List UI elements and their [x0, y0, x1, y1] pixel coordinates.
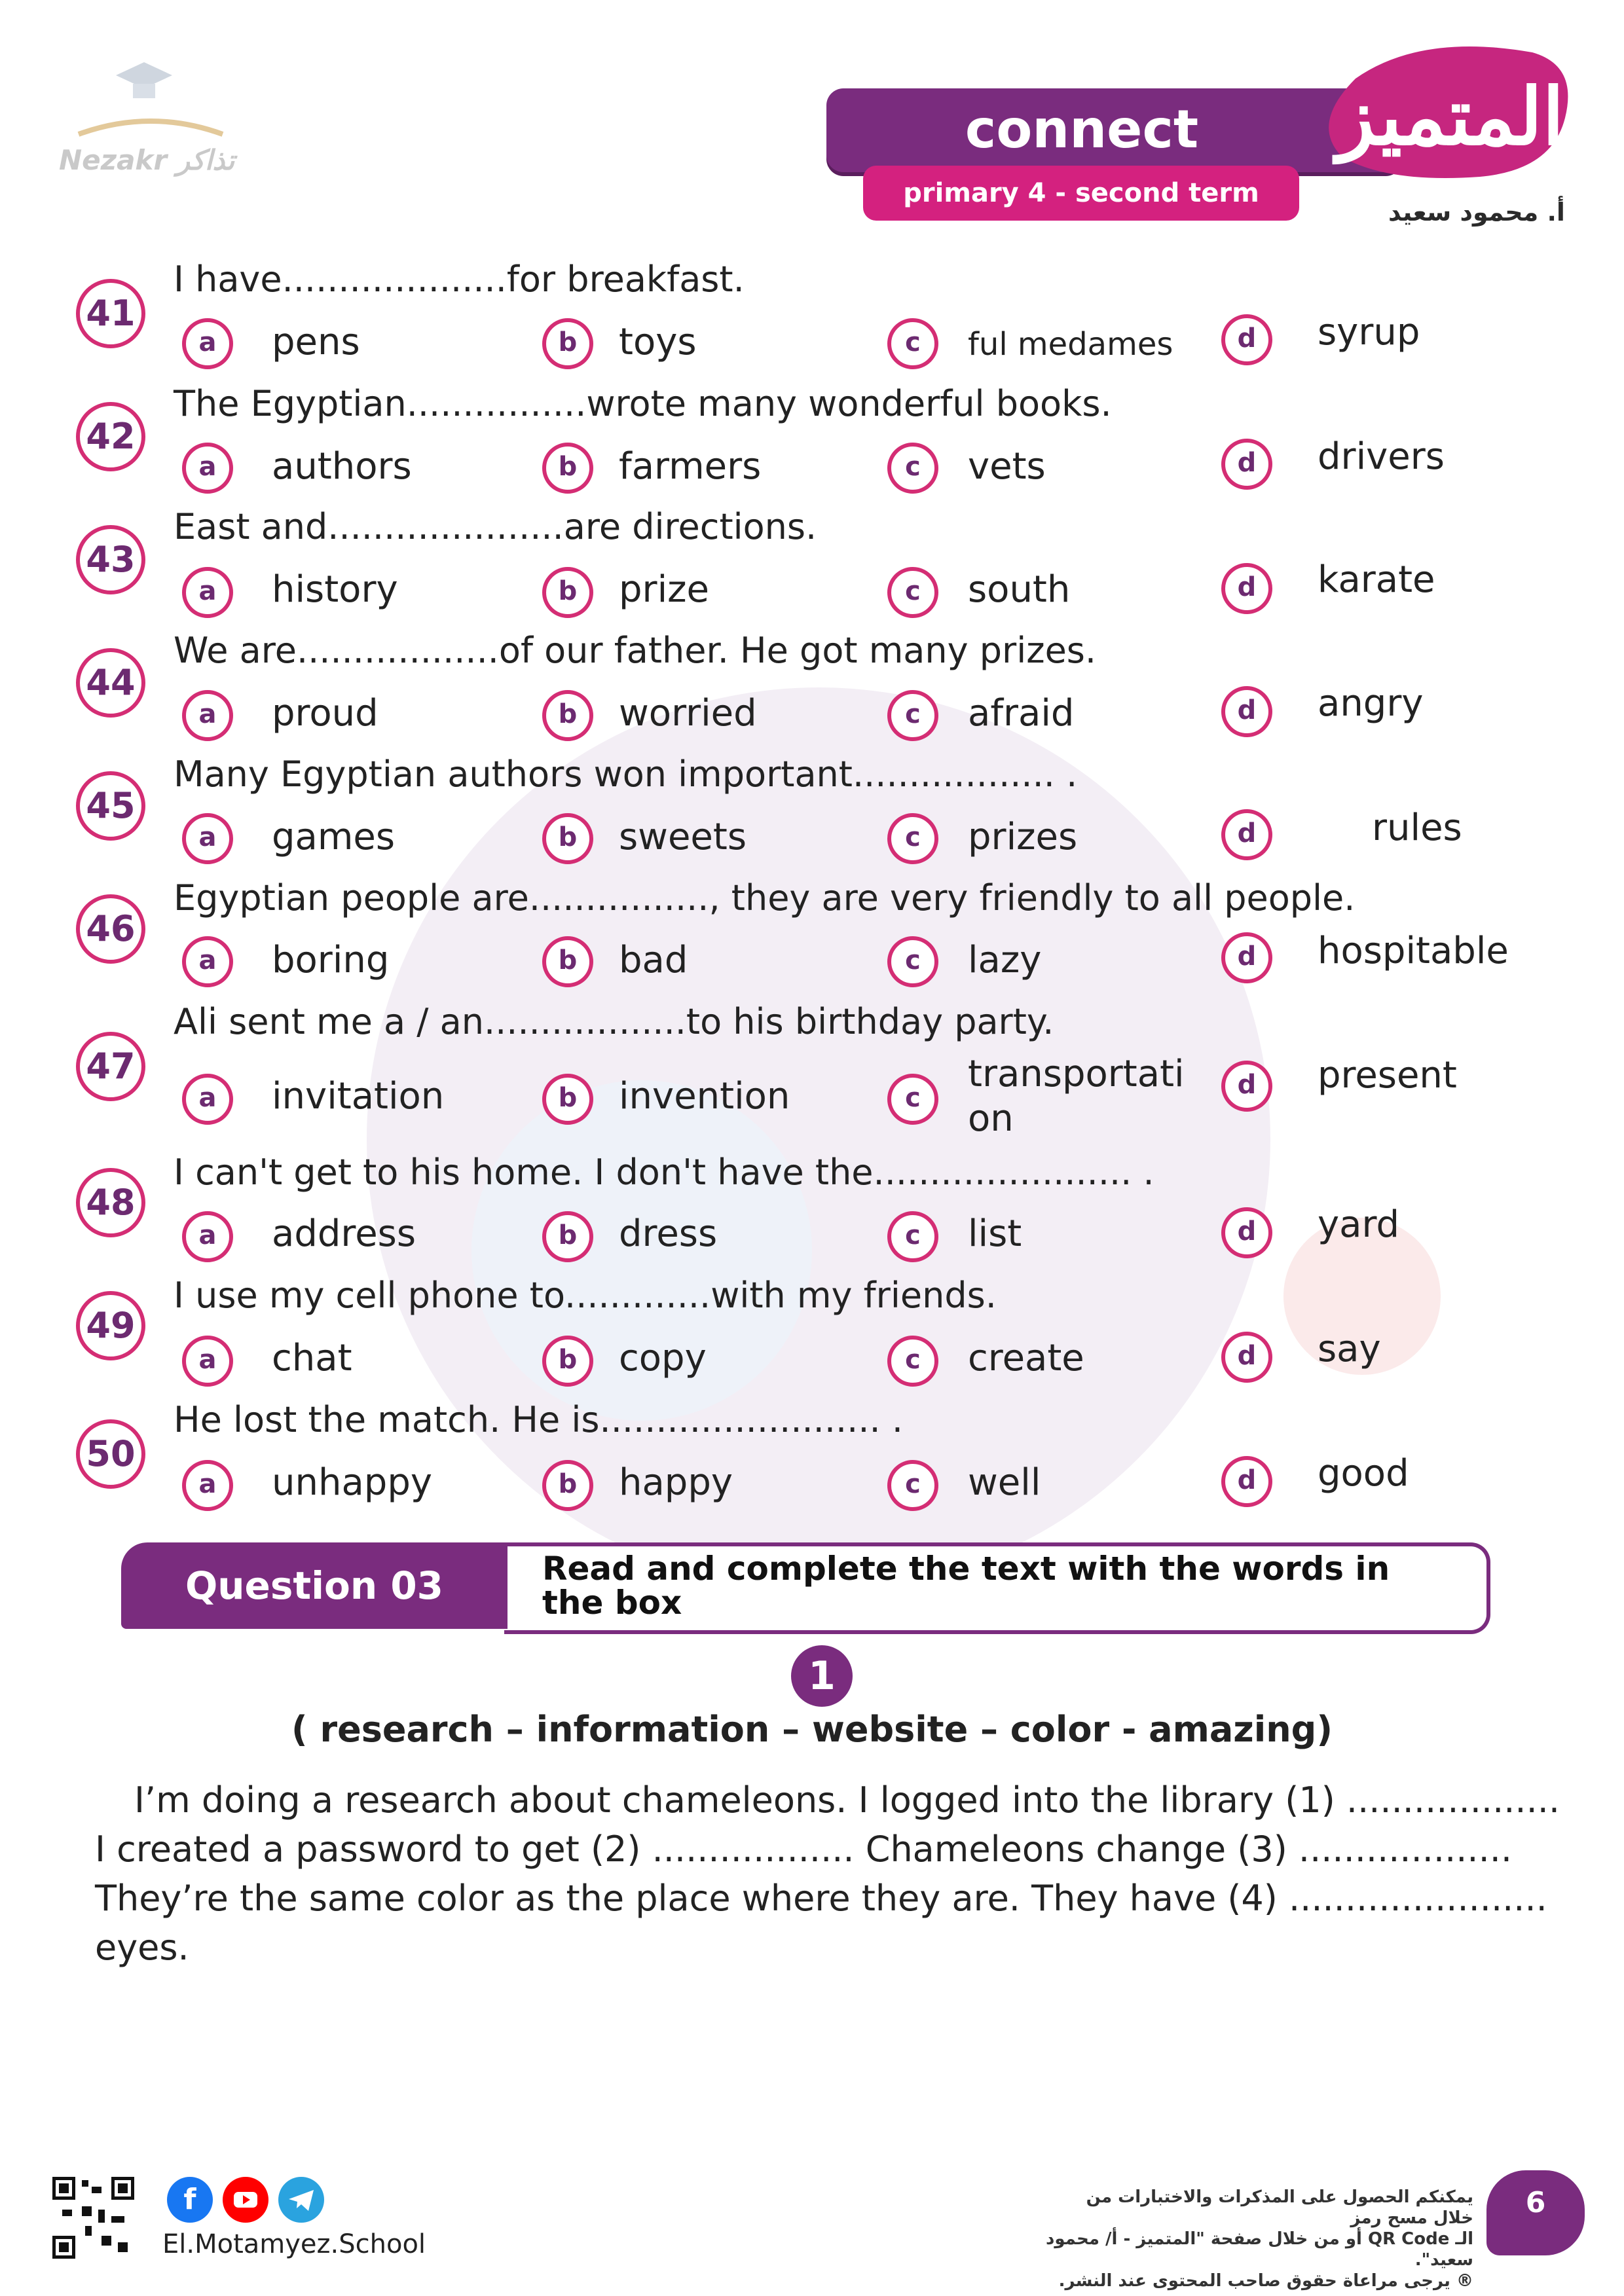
- option-c[interactable]: afraid: [968, 692, 1075, 735]
- question-text: I can't get to his home. I don't have the....................... .: [174, 1152, 1154, 1193]
- option-a-badge: a: [182, 443, 233, 494]
- option-c[interactable]: vets: [968, 445, 1046, 488]
- option-c-badge: c: [887, 1211, 938, 1262]
- option-a-badge: a: [182, 1460, 233, 1511]
- option-c-badge: c: [887, 1074, 938, 1125]
- option-d-badge: d: [1221, 1061, 1272, 1112]
- option-c[interactable]: prizes: [968, 816, 1078, 858]
- option-d-badge: d: [1221, 686, 1272, 737]
- option-b[interactable]: invention: [619, 1075, 790, 1118]
- option-a[interactable]: pens: [272, 321, 360, 363]
- option-d[interactable]: rules: [1372, 807, 1462, 849]
- option-d-badge: d: [1221, 809, 1272, 860]
- question-text: He lost the match. He is......................... .: [174, 1399, 903, 1440]
- option-a[interactable]: proud: [272, 692, 378, 735]
- option-c-badge: c: [887, 936, 938, 987]
- option-b[interactable]: dress: [619, 1212, 718, 1255]
- question-text: Egyptian people are................, they are very friendly to all people.: [174, 877, 1356, 919]
- qr-code-icon[interactable]: [52, 2177, 134, 2259]
- option-c-badge: c: [887, 1336, 938, 1387]
- brand-logo: [52, 52, 242, 183]
- option-a-badge: a: [182, 1211, 233, 1262]
- graduation-cap-icon: [115, 59, 174, 105]
- option-d[interactable]: present: [1318, 1054, 1457, 1097]
- option-c-badge: c: [887, 443, 938, 494]
- option-b-badge: b: [542, 1211, 593, 1262]
- option-a[interactable]: invitation: [272, 1075, 445, 1118]
- option-b[interactable]: happy: [619, 1461, 733, 1504]
- youtube-icon[interactable]: [223, 2177, 268, 2223]
- header-title: connect: [965, 99, 1199, 160]
- question-number: 49: [76, 1291, 145, 1360]
- option-b-badge: b: [542, 567, 593, 618]
- question-number: 50: [76, 1419, 145, 1489]
- option-b[interactable]: copy: [619, 1337, 707, 1379]
- footer-note-line-3: ® يرجى مراعاة حقوق صاحب المحتوى عند النشر.: [1058, 2271, 1473, 2291]
- option-b[interactable]: worried: [619, 692, 757, 735]
- paragraph-line-4: eyes.: [95, 1927, 189, 1968]
- option-b[interactable]: bad: [619, 939, 688, 981]
- option-d-badge: d: [1221, 439, 1272, 490]
- question-text: We are..................of our father. He got many prizes.: [174, 630, 1097, 671]
- author-name: أ. محمود سعيد: [1388, 198, 1565, 227]
- option-c[interactable]: create: [968, 1337, 1084, 1379]
- question-number: 45: [76, 771, 145, 841]
- option-c[interactable]: list: [968, 1212, 1022, 1255]
- option-c-badge: c: [887, 1460, 938, 1511]
- option-c[interactable]: well: [968, 1461, 1041, 1504]
- option-c-line2[interactable]: on: [968, 1097, 1014, 1140]
- telegram-icon[interactable]: [278, 2177, 324, 2223]
- option-a-badge: a: [182, 1336, 233, 1387]
- paragraph-line-2: I created a password to get (2) .................. Chameleons change (3) ...................: [95, 1829, 1513, 1870]
- footer-note-line-1: يمكنكم الحصول على المذكرات والاختبارات من خلال مسح رمز: [1086, 2187, 1473, 2228]
- question03-instruction: Read and complete the text with the words in the box: [542, 1550, 1390, 1622]
- option-b-badge: b: [542, 1074, 593, 1125]
- option-b-badge: b: [542, 318, 593, 369]
- paragraph-line-3: They’re the same color as the place where they are. They have (4) .......................: [95, 1878, 1547, 1919]
- question03-label: Question 03: [121, 1542, 507, 1629]
- open-book-icon: [72, 108, 229, 141]
- option-c-badge: c: [887, 318, 938, 369]
- option-c-badge: c: [887, 690, 938, 741]
- option-d-badge: d: [1221, 1456, 1272, 1507]
- option-d[interactable]: say: [1318, 1328, 1381, 1370]
- svg-text:المتميز: المتميز: [1337, 71, 1564, 163]
- facebook-icon[interactable]: f: [167, 2177, 213, 2223]
- question-text: I have....................for breakfast.: [174, 259, 745, 300]
- arabic-logo: [1316, 39, 1572, 203]
- option-d[interactable]: syrup: [1318, 311, 1420, 354]
- option-b[interactable]: farmers: [619, 445, 762, 488]
- option-d-badge: d: [1221, 563, 1272, 614]
- option-b-badge: b: [542, 813, 593, 864]
- option-a[interactable]: authors: [272, 445, 412, 488]
- option-d-badge: d: [1221, 932, 1272, 983]
- option-a[interactable]: unhappy: [272, 1461, 433, 1504]
- question-text: Many Egyptian authors won important.................. .: [174, 754, 1078, 795]
- question-number: 47: [76, 1032, 145, 1101]
- option-c[interactable]: south: [968, 568, 1071, 611]
- option-a-badge: a: [182, 690, 233, 741]
- option-b-badge: b: [542, 443, 593, 494]
- page-number: 6: [1486, 2170, 1585, 2255]
- question-number: 44: [76, 648, 145, 718]
- option-b[interactable]: prize: [619, 568, 709, 611]
- option-a-badge: a: [182, 936, 233, 987]
- watermark-circle: [367, 687, 1270, 1591]
- option-b-badge: b: [542, 936, 593, 987]
- option-b-badge: b: [542, 690, 593, 741]
- header-subtitle: primary 4 - second term: [863, 166, 1299, 221]
- question-number: 43: [76, 525, 145, 594]
- question-number: 46: [76, 894, 145, 964]
- option-d[interactable]: karate: [1318, 558, 1435, 601]
- option-a[interactable]: chat: [272, 1337, 352, 1379]
- option-d-badge: d: [1221, 314, 1272, 365]
- option-b-badge: b: [542, 1460, 593, 1511]
- paragraph-line-1: I’m doing a research about chameleons. I logged into the library (1) ...................: [134, 1779, 1560, 1821]
- footer-note-line-2: الـ QR Code أو من خلال صفحة "المتميز - أ/ محمود سعيد".: [1046, 2229, 1473, 2270]
- option-d-badge: d: [1221, 1332, 1272, 1383]
- question-number: 48: [76, 1168, 145, 1237]
- question-text: Ali sent me a / an..................to his birthday party.: [174, 1001, 1054, 1042]
- website-link[interactable]: El.Motamyez.School: [162, 2229, 426, 2259]
- option-a[interactable]: boring: [272, 939, 390, 981]
- question-number: 42: [76, 402, 145, 471]
- option-a-badge: a: [182, 1074, 233, 1125]
- word-box: ( research – information – website – color - amazing): [291, 1709, 1333, 1750]
- question-text: The Egyptian................wrote many wonderful books.: [174, 383, 1112, 424]
- option-b[interactable]: sweets: [619, 816, 747, 858]
- footer-note: [1041, 2187, 1473, 2291]
- option-c-badge: c: [887, 813, 938, 864]
- option-c[interactable]: ful medames: [968, 326, 1173, 363]
- option-c-line1[interactable]: transportati: [968, 1053, 1185, 1095]
- question03-part-number: 1: [791, 1645, 853, 1707]
- option-d[interactable]: hospitable: [1318, 930, 1509, 972]
- option-a[interactable]: address: [272, 1212, 416, 1255]
- option-d[interactable]: good: [1318, 1452, 1409, 1495]
- question-text: East and.....................are directions.: [174, 506, 817, 547]
- option-d[interactable]: drivers: [1318, 435, 1445, 478]
- option-b-badge: b: [542, 1336, 593, 1387]
- option-a-badge: a: [182, 567, 233, 618]
- option-b[interactable]: toys: [619, 321, 697, 363]
- question-number: 41: [76, 279, 145, 348]
- option-c[interactable]: lazy: [968, 939, 1042, 981]
- option-a[interactable]: games: [272, 816, 396, 858]
- option-a[interactable]: history: [272, 568, 398, 611]
- option-a-badge: a: [182, 813, 233, 864]
- option-c-badge: c: [887, 567, 938, 618]
- brand-logo-text: Nezakr تذاكر: [59, 144, 235, 176]
- option-d-badge: d: [1221, 1207, 1272, 1258]
- option-d[interactable]: yard: [1318, 1203, 1400, 1246]
- option-d[interactable]: angry: [1318, 682, 1424, 725]
- question-text: I use my cell phone to.............with my friends.: [174, 1275, 997, 1316]
- option-a-badge: a: [182, 318, 233, 369]
